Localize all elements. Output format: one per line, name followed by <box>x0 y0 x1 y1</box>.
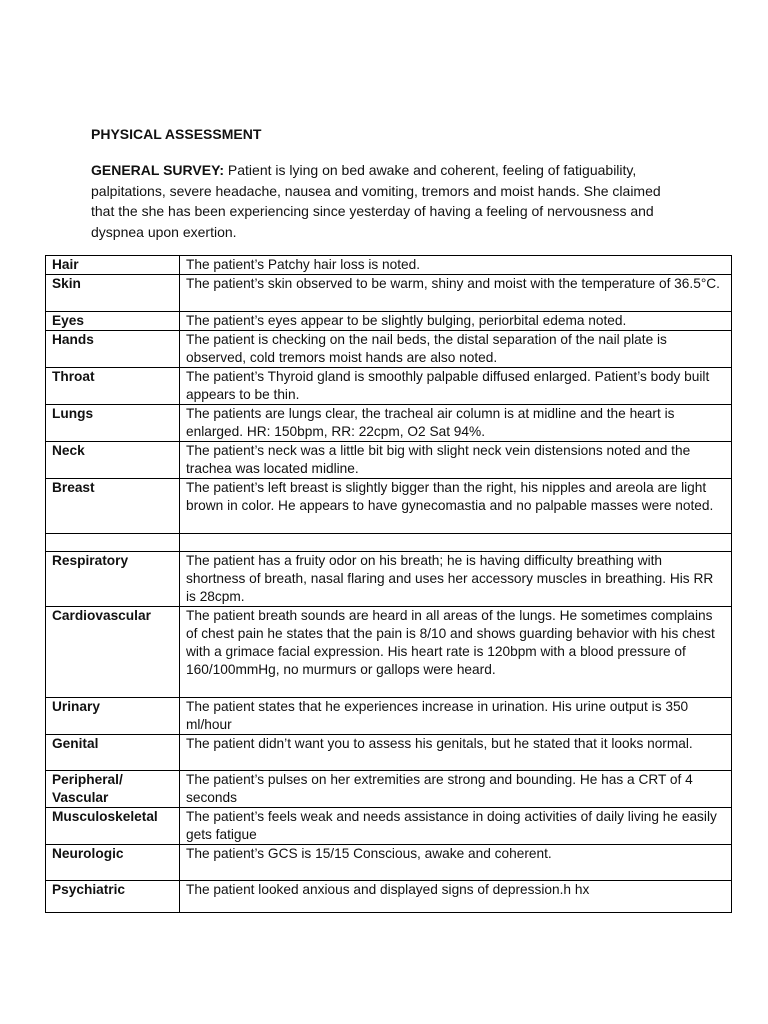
body-system-label: Respiratory <box>46 552 180 607</box>
body-system-label: Hands <box>46 331 180 368</box>
table-row <box>46 312 732 331</box>
body-system-label: Urinary <box>46 698 180 735</box>
finding-text: The patient didn’t want you to assess his genitals, but he stated that it looks normal. <box>180 735 732 771</box>
table-row <box>46 735 732 771</box>
finding-text: The patient’s Thyroid gland is smoothly palpable diffused enlarged. Patient’s body built appears to be thin. <box>180 368 732 405</box>
body-system-label: Neck <box>46 442 180 479</box>
table-row <box>46 771 732 808</box>
finding-text <box>180 534 732 552</box>
body-system-label: Peripheral/ Vascular <box>46 771 180 808</box>
finding-text: The patient’s eyes appear to be slightly bulging, periorbital edema noted. <box>180 312 732 331</box>
body-system-label: Hair <box>46 256 180 275</box>
table-row <box>46 552 732 607</box>
table-row <box>46 607 732 698</box>
body-system-label: Skin <box>46 275 180 312</box>
finding-text: The patient’s Patchy hair loss is noted. <box>180 256 732 275</box>
finding-text: The patient’s skin observed to be warm, shiny and moist with the temperature of 36.5°C. <box>180 275 732 312</box>
table-row <box>46 331 732 368</box>
finding-text: The patient breath sounds are heard in all areas of the lungs. He sometimes complains of chest pain he states that the pain is 8/10 and shows guarding behavior with his chest with a grimace facial expression. His heart rate is 120bpm with a blood pressure of 160/100mmHg, no murmurs or gallops were heard. <box>180 607 732 698</box>
finding-text: The patient’s neck was a little bit big with slight neck vein distensions noted and the trachea was located midline. <box>180 442 732 479</box>
body-system-label: Eyes <box>46 312 180 331</box>
table-row <box>46 442 732 479</box>
general-survey-label: GENERAL SURVEY: <box>91 162 225 178</box>
body-system-label: Lungs <box>46 405 180 442</box>
body-system-label: Neurologic <box>46 845 180 881</box>
finding-text: The patient’s pulses on her extremities are strong and bounding. He has a CRT of 4 seconds <box>180 771 732 808</box>
finding-text: The patient’s GCS is 15/15 Conscious, awake and coherent. <box>180 845 732 881</box>
table-row <box>46 275 732 312</box>
finding-text: The patient is checking on the nail beds, the distal separation of the nail plate is observed, cold tremors moist hands are also noted. <box>180 331 732 368</box>
table-row <box>46 808 732 845</box>
table-row <box>46 368 732 405</box>
body-system-label <box>46 534 180 552</box>
page-title: PHYSICAL ASSESSMENT <box>91 126 262 142</box>
finding-text: The patients are lungs clear, the tracheal air column is at midline and the heart is enlarged. HR: 150bpm, RR: 22cpm, O2 Sat 94%. <box>180 405 732 442</box>
table-row <box>46 256 732 275</box>
table-row <box>46 881 732 913</box>
assessment-table <box>45 255 732 913</box>
body-system-label: Breast <box>46 479 180 534</box>
finding-text: The patient states that he experiences increase in urination. His urine output is 350 ml/hour <box>180 698 732 735</box>
table-row <box>46 405 732 442</box>
table-row <box>46 698 732 735</box>
finding-text: The patient has a fruity odor on his breath; he is having difficulty breathing with shortness of breath, nasal flaring and uses her accessory muscles in breathing. His RR is 28cpm. <box>180 552 732 607</box>
body-system-label: Psychiatric <box>46 881 180 913</box>
table-row <box>46 479 732 534</box>
general-survey-paragraph <box>91 160 663 242</box>
general-survey-text: Patient is lying on bed awake and coherent, feeling of fatiguability, palpitations, severe headache, nausea and vomiting, tremors and moist hands. She claimed that the she has been experiencing since yesterday of having a feeling of nervousness and dyspnea upon exertion. <box>91 162 661 240</box>
finding-text: The patient looked anxious and displayed signs of depression.h hx <box>180 881 732 913</box>
finding-text: The patient’s feels weak and needs assistance in doing activities of daily living he easily gets fatigue <box>180 808 732 845</box>
table-row <box>46 845 732 881</box>
body-system-label: Cardiovascular <box>46 607 180 698</box>
finding-text: The patient’s left breast is slightly bigger than the right, his nipples and areola are light brown in color. He appears to have gynecomastia and no palpable masses were noted. <box>180 479 732 534</box>
table-row-empty <box>46 534 732 552</box>
body-system-label: Genital <box>46 735 180 771</box>
body-system-label: Throat <box>46 368 180 405</box>
body-system-label: Musculoskeletal <box>46 808 180 845</box>
